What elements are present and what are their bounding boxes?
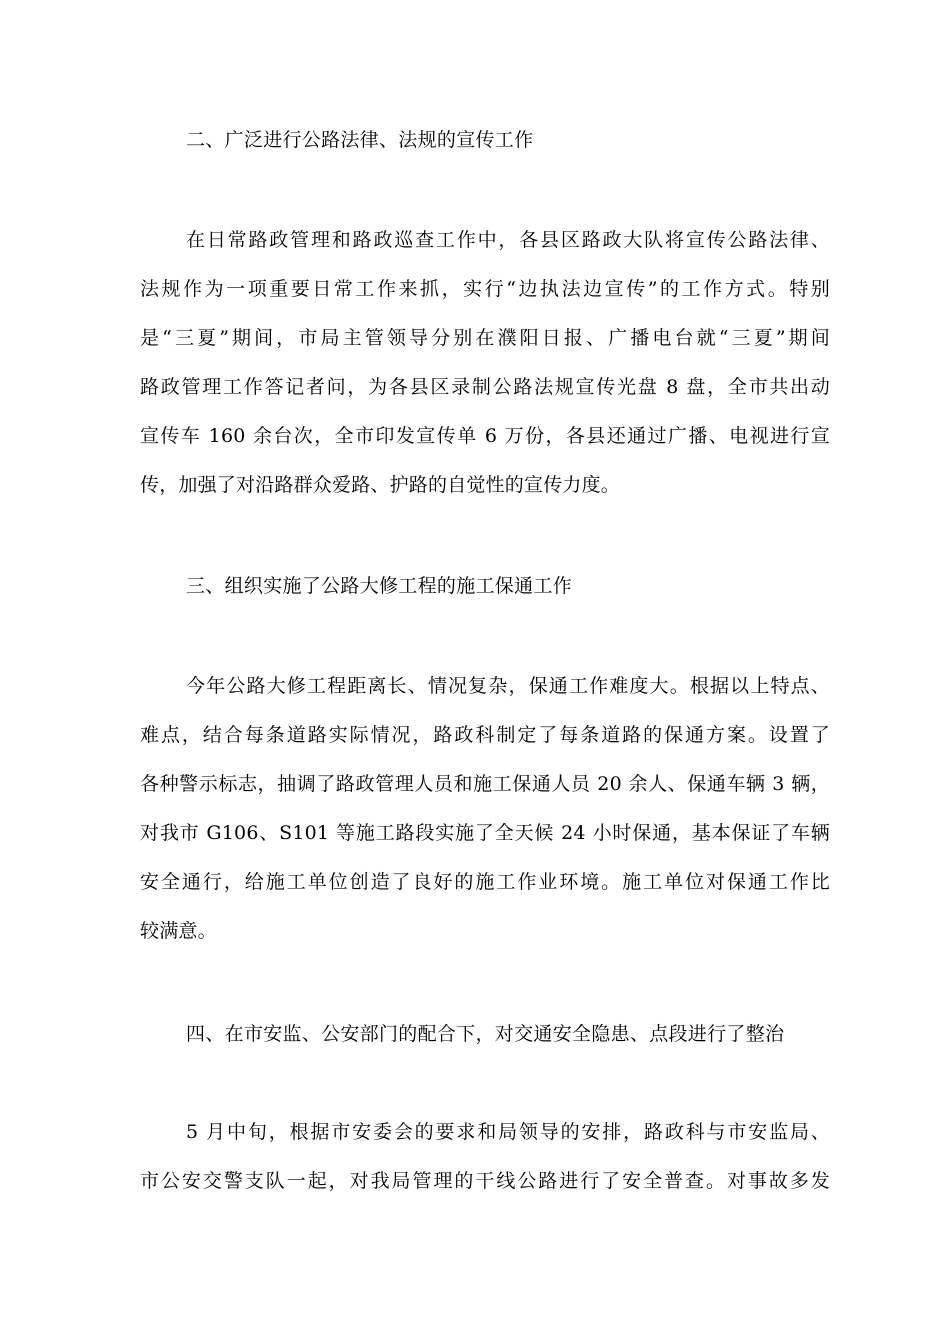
paragraph-line: 传，加强了对沿路群众爱路、护路的自觉性的宣传力度。 bbox=[140, 474, 621, 496]
paragraph-line: 难点，结合每条道路实际情况，路政科制定了每条道路的保通方案。设置了 bbox=[140, 724, 830, 746]
paragraph-line: 今年公路大修工程距离长、情况复杂，保通工作难度大。根据以上特点、 bbox=[186, 675, 830, 697]
paragraph-line: 路政管理工作答记者问，为各县区录制公路法规宣传光盘 8 盘，全市共出动 bbox=[140, 376, 830, 398]
paragraph-line: 较满意。 bbox=[140, 920, 217, 942]
section-heading-4: 四、在市安监、公安部门的配合下，对交通安全隐患、点段进行了整治 bbox=[186, 1023, 785, 1045]
paragraph-line: 是“三夏”期间，市局主管领导分别在濮阳日报、广播电台就“三夏”期间 bbox=[140, 327, 830, 349]
paragraph-line: 各种警示标志，抽调了路政管理人员和施工保通人员 20 余人、保通车辆 3 辆， bbox=[140, 773, 830, 795]
section-heading-2: 二、广泛进行公路法律、法规的宣传工作 bbox=[186, 129, 534, 151]
paragraph-line: 法规作为一项重要日常工作来抓，实行“边执法边宣传”的工作方式。特别 bbox=[140, 278, 830, 300]
paragraph-line: 在日常路政管理和路政巡查工作中，各县区路政大队将宣传公路法律、 bbox=[186, 229, 830, 251]
paragraph-road-repair bbox=[140, 674, 830, 968]
section-heading-3: 三、组织实施了公路大修工程的施工保通工作 bbox=[186, 575, 573, 597]
paragraph-publicity bbox=[140, 228, 830, 522]
paragraph-line: 宣传车 160 余台次，全市印发宣传单 6 万份，各县还通过广播、电视进行宣 bbox=[140, 425, 830, 447]
paragraph-safety-check bbox=[140, 1120, 830, 1218]
paragraph-line: 安全通行，给施工单位创造了良好的施工作业环境。施工单位对保通工作比 bbox=[140, 871, 830, 893]
paragraph-line: 5 月中旬，根据市安委会的要求和局领导的安排，路政科与市安监局、 bbox=[186, 1121, 830, 1143]
paragraph-line: 对我市 G106、S101 等施工路段实施了全天候 24 小时保通，基本保证了车辆 bbox=[140, 822, 830, 844]
paragraph-line: 市公安交警支队一起，对我局管理的干线公路进行了安全普查。对事故多发 bbox=[140, 1170, 830, 1192]
